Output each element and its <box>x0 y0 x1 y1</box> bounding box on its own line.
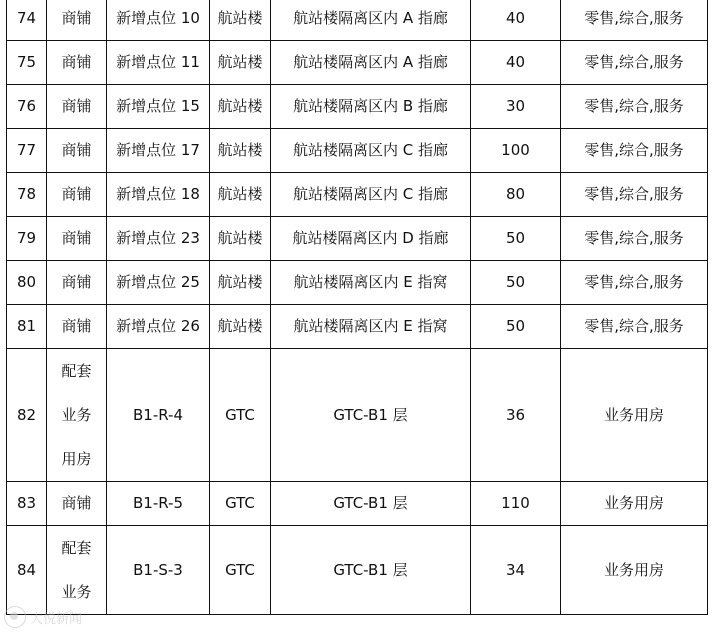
cell-area: 34 <box>471 526 561 615</box>
cell-area: 50 <box>471 261 561 305</box>
cell-use: 零售,综合,服务 <box>561 129 708 173</box>
table-row <box>7 173 708 217</box>
watermark <box>4 604 104 630</box>
cell-use: 零售,综合,服务 <box>561 305 708 349</box>
table-row <box>7 482 708 526</box>
watermark-logo-icon <box>4 606 26 628</box>
cell-area: 40 <box>471 0 561 41</box>
cell-no: 75 <box>7 41 47 85</box>
cell-no: 81 <box>7 305 47 349</box>
cell-use: 业务用房 <box>561 349 708 482</box>
cell-location: GTC-B1 层 <box>271 349 471 482</box>
cell-point: 新增点位 26 <box>107 305 210 349</box>
table-row <box>7 85 708 129</box>
cell-point: 新增点位 15 <box>107 85 210 129</box>
cell-location: 航站楼隔离区内 E 指窝 <box>271 305 471 349</box>
cell-location: 航站楼隔离区内 E 指窝 <box>271 261 471 305</box>
cell-location: GTC-B1 层 <box>271 482 471 526</box>
cell-point: 新增点位 11 <box>107 41 210 85</box>
table-row <box>7 0 708 41</box>
cell-use: 零售,综合,服务 <box>561 261 708 305</box>
cell-point: 新增点位 25 <box>107 261 210 305</box>
cell-location: 航站楼隔离区内 B 指廊 <box>271 85 471 129</box>
table-row <box>7 305 708 349</box>
cell-building: GTC <box>210 526 271 615</box>
cell-type: 商铺 <box>47 129 107 173</box>
cell-type: 商铺 <box>47 482 107 526</box>
table-row <box>7 217 708 261</box>
cell-no: 84 <box>7 526 47 615</box>
cell-type-text: 配套业务用房 <box>61 362 92 468</box>
cell-area: 80 <box>471 173 561 217</box>
cell-point: B1-R-5 <box>107 482 210 526</box>
cell-use: 零售,综合,服务 <box>561 85 708 129</box>
cell-location: 航站楼隔离区内 C 指廊 <box>271 129 471 173</box>
cell-type: 商铺 <box>47 305 107 349</box>
cell-location: GTC-B1 层 <box>271 526 471 615</box>
cell-point: 新增点位 23 <box>107 217 210 261</box>
cell-no: 78 <box>7 173 47 217</box>
cell-building: GTC <box>210 482 271 526</box>
cell-building: 航站楼 <box>210 85 271 129</box>
cell-building: 航站楼 <box>210 261 271 305</box>
cell-building: 航站楼 <box>210 305 271 349</box>
cell-use: 零售,综合,服务 <box>561 0 708 41</box>
cell-no: 83 <box>7 482 47 526</box>
cell-point: 新增点位 10 <box>107 0 210 41</box>
cell-point: 新增点位 17 <box>107 129 210 173</box>
cell-type: 商铺 <box>47 261 107 305</box>
cell-building: 航站楼 <box>210 0 271 41</box>
cell-no: 82 <box>7 349 47 482</box>
cell-use: 零售,综合,服务 <box>561 41 708 85</box>
cell-area: 30 <box>471 85 561 129</box>
table-row <box>7 526 708 615</box>
cell-location: 航站楼隔离区内 C 指廊 <box>271 173 471 217</box>
cell-type: 商铺 <box>47 173 107 217</box>
cell-area: 50 <box>471 305 561 349</box>
cell-building: 航站楼 <box>210 41 271 85</box>
cell-area: 110 <box>471 482 561 526</box>
table-row <box>7 129 708 173</box>
cell-use: 零售,综合,服务 <box>561 173 708 217</box>
cell-no: 79 <box>7 217 47 261</box>
cell-building: GTC <box>210 349 271 482</box>
cell-no: 74 <box>7 0 47 41</box>
cell-type: 商铺 <box>47 41 107 85</box>
leasing-table <box>6 0 708 615</box>
cell-area: 50 <box>471 217 561 261</box>
table-row <box>7 261 708 305</box>
cell-area: 100 <box>471 129 561 173</box>
cell-type <box>47 526 107 615</box>
table-row <box>7 349 708 482</box>
cell-use: 业务用房 <box>561 482 708 526</box>
cell-type <box>47 349 107 482</box>
cell-area: 36 <box>471 349 561 482</box>
cell-point: 新增点位 18 <box>107 173 210 217</box>
cell-type: 商铺 <box>47 217 107 261</box>
cell-use: 业务用房 <box>561 526 708 615</box>
cell-no: 77 <box>7 129 47 173</box>
cell-location: 航站楼隔离区内 D 指廊 <box>271 217 471 261</box>
cell-point: B1-S-3 <box>107 526 210 615</box>
cell-area: 40 <box>471 41 561 85</box>
cell-building: 航站楼 <box>210 217 271 261</box>
cell-type-text: 配套业务 <box>61 539 92 601</box>
cell-type: 商铺 <box>47 0 107 41</box>
cell-no: 76 <box>7 85 47 129</box>
cell-building: 航站楼 <box>210 129 271 173</box>
cell-no: 80 <box>7 261 47 305</box>
cell-building: 航站楼 <box>210 173 271 217</box>
cell-point: B1-R-4 <box>107 349 210 482</box>
cell-use: 零售,综合,服务 <box>561 217 708 261</box>
cell-location: 航站楼隔离区内 A 指廊 <box>271 41 471 85</box>
watermark-text: 大悦新闻 <box>30 611 83 627</box>
table-row <box>7 41 708 85</box>
cell-type: 商铺 <box>47 85 107 129</box>
cell-location: 航站楼隔离区内 A 指廊 <box>271 0 471 41</box>
